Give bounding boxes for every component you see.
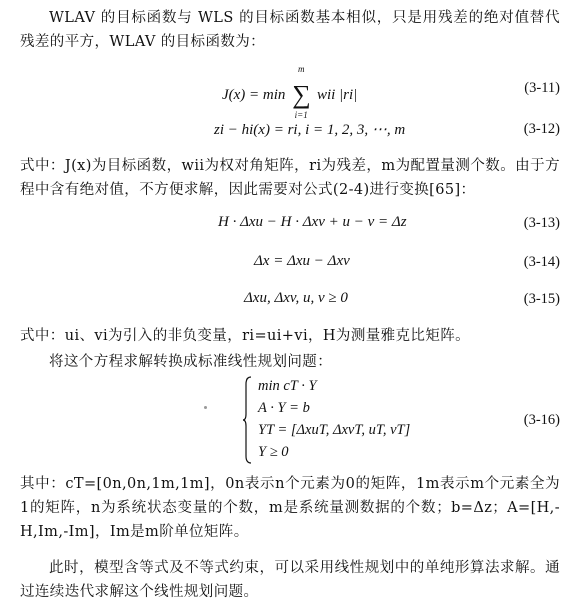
lp-variable-vector: YT = [ΔxuT, ΔxvT, uT, vT] xyxy=(258,422,411,438)
paragraph-definitions-text: 式中：J(x)为目标函数，wii为权对角矩阵，ri为残差，m为配置量测个数。由于方程中含有绝对值，不方便求解，因此需要对公式(2-4)进行变换[65]： xyxy=(20,158,560,198)
equation-number-3-12: (3-12) xyxy=(523,121,560,137)
paragraph-intro xyxy=(20,6,560,54)
equation-number-3-14: (3-14) xyxy=(523,254,560,270)
scan-speck xyxy=(204,406,207,409)
summation-symbol: m ∑ i=1 xyxy=(292,76,310,106)
sum-upper-limit: m xyxy=(297,64,305,74)
equation-3-15: Δxu, Δxv, u, v ≥ 0 xyxy=(244,290,348,306)
equation-number-3-15: (3-15) xyxy=(523,291,560,307)
equation-number-3-16: (3-16) xyxy=(523,412,560,428)
equation-number-3-11: (3-11) xyxy=(524,80,560,96)
eq-3-11-rhs: wii |ri| xyxy=(316,87,358,103)
equation-3-14: Δx = Δxu − Δxv xyxy=(254,253,350,269)
lp-equality-constraint: A · Y = b xyxy=(258,400,310,416)
paragraph-lp-intro-text: 将这个方程求解转换成标准线性规划问题： xyxy=(49,354,333,370)
paragraph-intro-text: WLAV 的目标函数与 WLS 的目标函数基本相似，只是用残差的绝对值替代残差的平方，WLAV 的目标函数为： xyxy=(20,10,560,50)
equation-number-3-13: (3-13) xyxy=(523,215,560,231)
eq-3-11-lhs: J(x) = min xyxy=(222,87,286,103)
sum-lower-limit: i=1 xyxy=(294,110,308,120)
equation-3-13: H · Δxu − H · Δxv + u − v = Δz xyxy=(218,214,407,230)
paragraph-variables-text: 式中：ui、vi为引入的非负变量，ri=ui+vi，H为测量雅克比矩阵。 xyxy=(20,328,471,344)
left-brace-icon xyxy=(242,376,252,464)
lp-nonnegativity: Y ≥ 0 xyxy=(258,444,289,460)
paragraph-lp-intro xyxy=(20,350,560,374)
lp-objective: min cT · Y xyxy=(258,378,317,394)
paragraph-definitions xyxy=(20,154,560,202)
paragraph-parameters xyxy=(20,472,560,544)
paragraph-solution xyxy=(20,556,560,604)
equation-3-11 xyxy=(222,64,358,120)
paragraph-variables xyxy=(20,324,560,348)
equation-3-12: zi − hi(x) = ri, i = 1, 2, 3, ⋯, m xyxy=(214,122,406,138)
paragraph-solution-text: 此时，模型含等式及不等式约束，可以采用线性规划中的单纯形算法求解。通过连续迭代求解这个线性规划问题。 xyxy=(20,560,560,600)
paragraph-parameters-text: 其中：cT=[0n,0n,1m,1m]，0n表示n个元素为0的矩阵，1m表示m个元素全为1的矩阵，n为系统状态变量的个数，m是系统量测数据的个数；b=Δz；A=[H,-H,Im,-Im]，Im是m阶单位矩阵。 xyxy=(20,476,560,540)
